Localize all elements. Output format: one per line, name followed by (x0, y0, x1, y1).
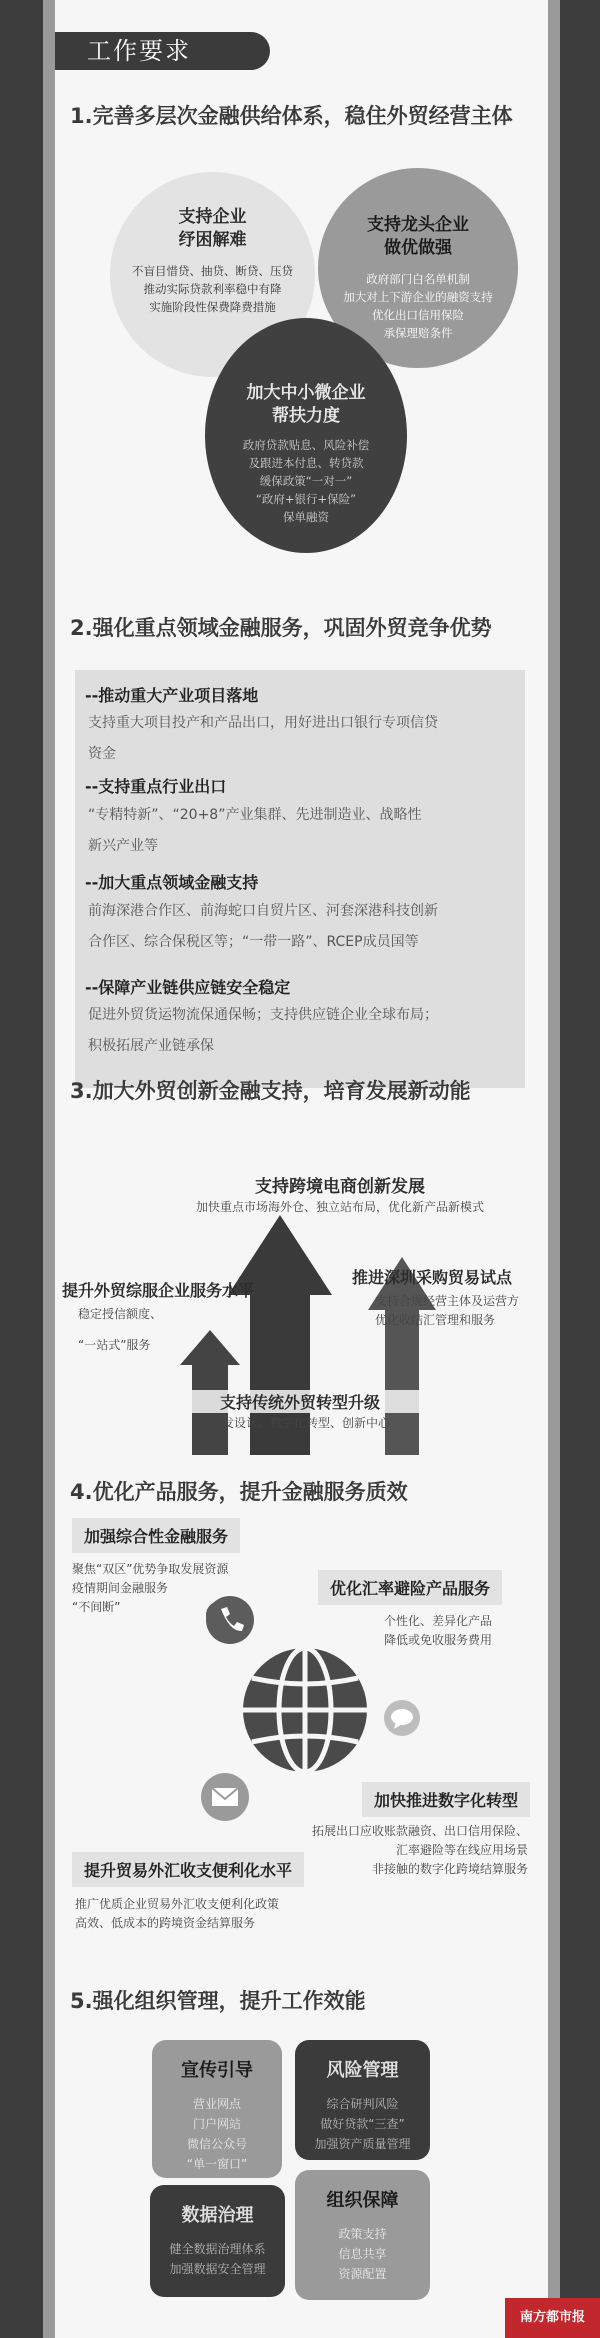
item-title: --支持重点行业出口 (85, 777, 227, 796)
circle-leaders-line: 承保理赔条件 (383, 326, 453, 340)
top-title: 支持跨境电商创新发展 (255, 1177, 425, 1197)
tile-risk-title: 风险管理 (326, 2060, 399, 2081)
tile-line: 资源配置 (338, 2267, 387, 2281)
circle-relief-line: 不盲目惜贷、抽贷、断贷、压贷 (132, 264, 293, 278)
globe-icon (240, 1645, 370, 1775)
mail-icon (200, 1772, 250, 1822)
tile-line: 政策支持 (338, 2227, 387, 2241)
item-text: 支持重大项目投产和产品出口，用好进出口银行专项信贷 资金 (88, 715, 438, 762)
circle-smes-title: 加大中小微企业 (246, 383, 366, 403)
box-fx-facilitation-title: 提升贸易外汇收支便利化水平 (72, 1852, 304, 1887)
newspaper-logo: 南方都市报 (505, 2298, 600, 2338)
left-title: 提升外贸综服企业服务水平 (62, 1281, 255, 1300)
bottom-desc: 研发设计、数字化转型、创新中心 (209, 1416, 390, 1430)
circle-smes-line: 缓保政策“一对一” (259, 474, 353, 488)
circle-smes (205, 318, 407, 553)
circle-relief-line: 推动实际贷款利率稳中有降 (143, 282, 282, 296)
tile-line: 微信公众号 (186, 2137, 247, 2151)
tile-line: 加强资产质量管理 (314, 2137, 411, 2151)
circle-relief-title: 支持企业 (178, 207, 247, 227)
top-desc: 加快重点市场海外仓、独立站布局，优化新产品新模式 (195, 1200, 484, 1214)
section-1-heading: 1.完善多层次金融供给体系，稳住外贸经营主体 (70, 104, 513, 128)
item-title: --保障产业链供应链安全稳定 (85, 978, 291, 997)
tile-publicity-title: 宣传引导 (181, 2060, 253, 2081)
box-digital-title: 加快推进数字化转型 (362, 1782, 530, 1817)
tile-line: “单一窗口” (186, 2157, 248, 2171)
circle-leaders-line: 政府部门白名单机制 (366, 272, 470, 286)
circle-smes-title-2: 帮扶力度 (272, 406, 340, 426)
box-fx-hedge-title: 优化汇率避险产品服务 (318, 1570, 502, 1605)
right-rail (548, 0, 600, 2338)
tile-line: 健全数据治理体系 (169, 2242, 266, 2256)
circle-leaders-line: 优化出口信用保险 (372, 308, 464, 322)
left-rail (0, 0, 55, 2338)
circle-leaders-title-2: 做优做强 (384, 238, 452, 258)
tile-organization (295, 2170, 430, 2300)
item-title: --推动重大产业项目落地 (85, 686, 259, 705)
item-text: 促进外贸货运物流保通保畅；支持供应链企业全球布局； 积极拓展产业链承保 (88, 1007, 438, 1054)
circle-relief-title-2: 纾困解难 (178, 230, 247, 250)
box-fx-facilitation-text: 推广优质企业贸易外汇收支便利化政策 高效、低成本的跨境资金结算服务 (75, 1897, 280, 1930)
chat-bubble-icon (382, 1698, 422, 1738)
section-3-heading: 3.加大外贸创新金融支持，培育发展新动能 (70, 1079, 471, 1103)
bottom-title: 支持传统外贸转型升级 (150, 1390, 450, 1413)
circle-leaders-line: 加大对上下游企业的融资支持 (343, 290, 493, 304)
item-title: --加大重点领域金融支持 (85, 873, 259, 892)
tile-line: 门户网站 (192, 2117, 241, 2131)
left-text: 稳定授信额度、 “一站式”服务 (78, 1307, 163, 1352)
item-text: 前海深港合作区、前海蛇口自贸片区、河套深港科技创新 合作区、综合保税区等；“一带一路”、RCEP成员国等 (88, 903, 438, 950)
circle-smes-line: 保单融资 (283, 510, 329, 524)
section-2-heading: 2.强化重点领域金融服务，巩固外贸竞争优势 (70, 616, 492, 640)
tile-data-governance (150, 2185, 285, 2297)
right-title: 推进深圳采购贸易试点 (352, 1268, 513, 1287)
section-4-heading: 4.优化产品服务，提升金融服务质效 (70, 1480, 408, 1504)
circle-smes-line: 及跟进本付息、转贷款 (248, 456, 364, 470)
tile-line: 做好贷款“三查” (320, 2117, 405, 2131)
circle-relief-line: 实施阶段性保费降费措施 (149, 300, 276, 314)
tile-line: 信息共享 (338, 2247, 387, 2261)
box-comprehensive-text: 聚焦“双区”优势争取发展资源 疫情期间金融服务 “不间断” (72, 1562, 229, 1614)
box-fx-hedge-text: 个性化、差异化产品 降低或免收服务费用 (384, 1614, 493, 1647)
tile-data-title: 数据治理 (181, 2205, 254, 2226)
tile-line: 综合研判风险 (326, 2097, 399, 2111)
tile-org-title: 组织保障 (326, 2190, 399, 2211)
phone-icon (205, 1595, 255, 1645)
box-digital-text: 拓展出口应收账款融资、出口信用保险、 汇率避险等在线应用场景 非接触的数字化跨境结算服务 (311, 1824, 528, 1876)
circle-leaders-title: 支持龙头企业 (367, 215, 469, 235)
circle-smes-line: 政府贷款贴息、风险补偿 (242, 438, 370, 452)
box-comprehensive-title: 加强综合性金融服务 (72, 1518, 240, 1553)
item-text: “专精特新”、“20+8”产业集群、先进制造业、战略性 新兴产业等 (88, 807, 422, 854)
tile-line: 加强数据安全管理 (169, 2262, 266, 2276)
tile-publicity (152, 2040, 282, 2178)
tile-risk (295, 2040, 430, 2160)
circle-smes-line: “政府+银行+保险” (255, 492, 357, 506)
section-5-heading: 5.强化组织管理，提升工作效能 (70, 1989, 366, 2013)
right-text: 支持合规经营主体及运营方 优化收结汇管理和服务 (375, 1294, 520, 1327)
tile-line: 营业网点 (192, 2097, 241, 2111)
section-banner: 工作要求 (55, 32, 270, 70)
